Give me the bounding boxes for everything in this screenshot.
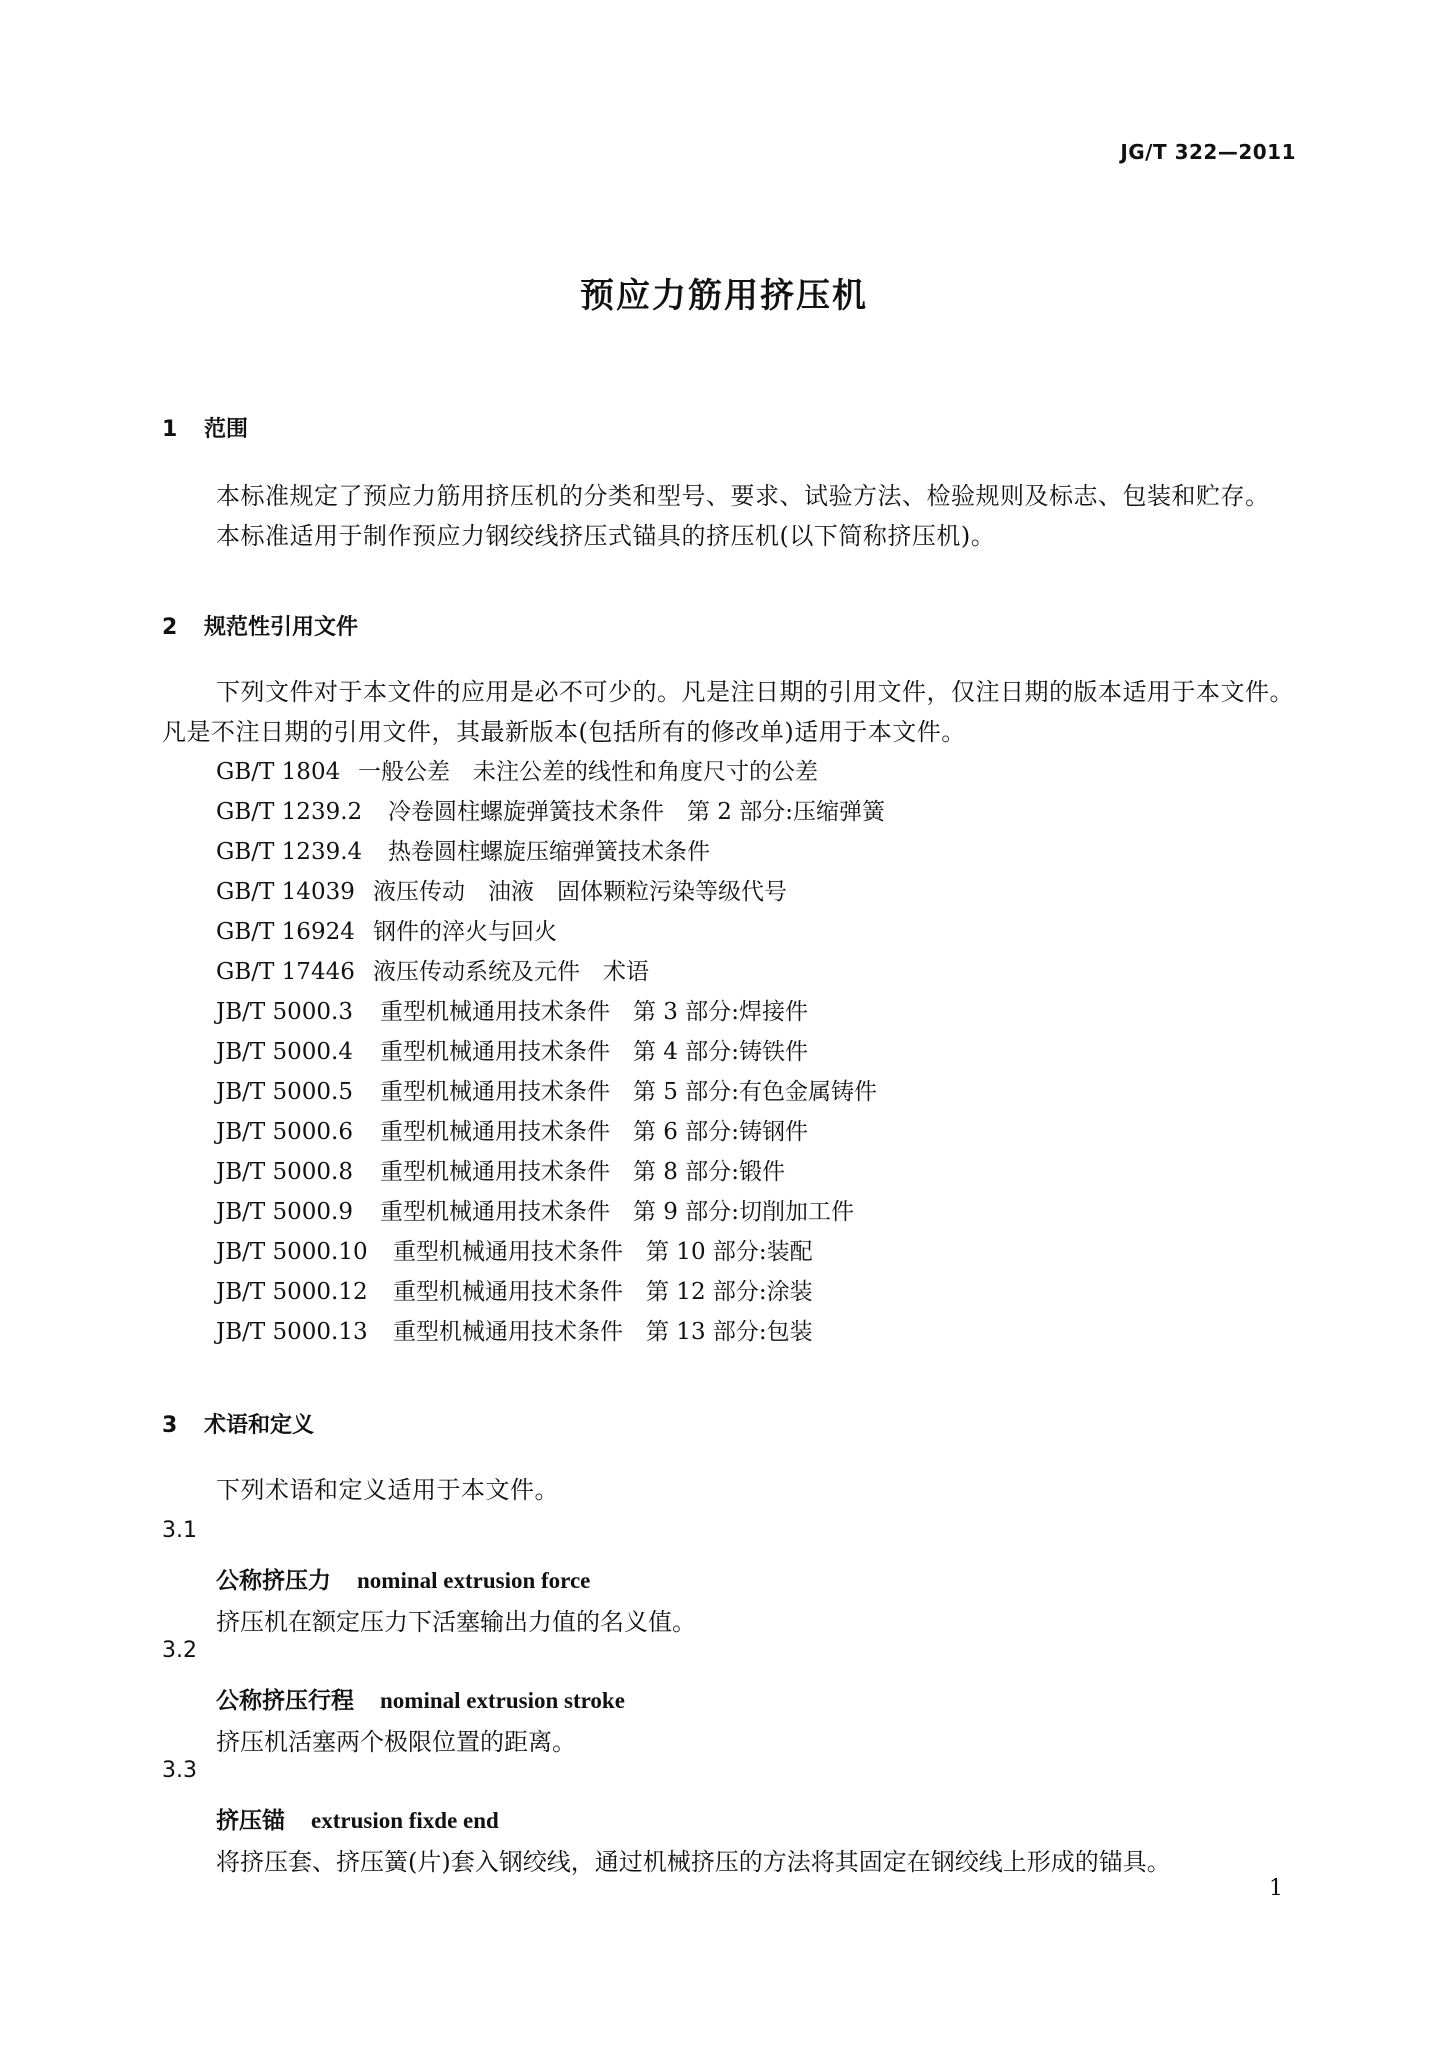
reference-code: JB/T 5000.4 xyxy=(216,1039,354,1065)
terms-intro: 下列术语和定义适用于本文件。 xyxy=(216,1476,559,1504)
term-number: 3.3 xyxy=(162,1758,197,1783)
term-definition: 将挤压套、挤压簧(片)套入钢绞线，通过机械挤压的方法将其固定在钢绞线上形成的锚具。 xyxy=(216,1848,1171,1876)
reference-item xyxy=(216,912,885,952)
term-definition: 挤压机活塞两个极限位置的距离。 xyxy=(216,1728,576,1756)
term-name xyxy=(216,1562,590,1595)
reference-list xyxy=(216,752,885,1352)
reference-item xyxy=(216,792,885,832)
reference-item xyxy=(216,1232,885,1272)
reference-item xyxy=(216,1312,885,1352)
reference-code: GB/T 17446 xyxy=(216,959,355,985)
term-name-en: nominal extrusion stroke xyxy=(380,1688,625,1713)
reference-code: GB/T 14039 xyxy=(216,879,355,905)
reference-code: JB/T 5000.12 xyxy=(216,1279,368,1305)
reference-code: JB/T 5000.10 xyxy=(216,1239,368,1265)
section-number: 2 xyxy=(162,615,178,640)
term-name xyxy=(216,1802,499,1835)
reference-item xyxy=(216,1112,885,1152)
page-number: 1 xyxy=(1269,1876,1283,1901)
reference-name: 钢件的淬火与回火 xyxy=(373,919,557,945)
reference-name: 冷卷圆柱螺旋弹簧技术条件 第 2 部分:压缩弹簧 xyxy=(388,799,886,825)
section-heading-scope xyxy=(162,412,248,443)
scope-paragraph-1: 本标准规定了预应力筋用挤压机的分类和型号、要求、试验方法、检验规则及标志、包装和贮存。 xyxy=(216,482,1270,510)
term-name-zh: 公称挤压行程 xyxy=(216,1687,354,1714)
section-number: 3 xyxy=(162,1413,178,1438)
reference-name: 热卷圆柱螺旋压缩弹簧技术条件 xyxy=(388,839,710,865)
scope-paragraph-2: 本标准适用于制作预应力钢绞线挤压式锚具的挤压机(以下简称挤压机)。 xyxy=(216,522,996,550)
reference-item xyxy=(216,992,885,1032)
term-definition: 挤压机在额定压力下活塞输出力值的名义值。 xyxy=(216,1608,696,1636)
section-title: 规范性引用文件 xyxy=(204,615,359,640)
section-number: 1 xyxy=(162,417,178,442)
reference-name: 液压传动系统及元件 术语 xyxy=(373,959,649,985)
term-number: 3.1 xyxy=(162,1518,197,1543)
reference-code: JB/T 5000.8 xyxy=(216,1159,354,1185)
standard-code: JG/T 322—2011 xyxy=(1120,140,1296,164)
reference-code: GB/T 16924 xyxy=(216,919,355,945)
reference-code: GB/T 1239.2 xyxy=(216,799,363,825)
reference-item xyxy=(216,952,885,992)
term-name xyxy=(216,1682,625,1715)
reference-code: JB/T 5000.5 xyxy=(216,1079,354,1105)
normative-intro: 下列文件对于本文件的应用是必不可少的。凡是注日期的引用文件，仅注日期的版本适用于本文件。凡是不注日期的引用文件，其最新版本(包括所有的修改单)适用于本文件。 xyxy=(162,678,1294,746)
reference-code: JB/T 5000.3 xyxy=(216,999,354,1025)
reference-item xyxy=(216,872,885,912)
reference-name: 重型机械通用技术条件 第 3 部分:焊接件 xyxy=(380,999,809,1025)
term-name-en: nominal extrusion force xyxy=(357,1568,591,1593)
reference-name: 重型机械通用技术条件 第 13 部分:包装 xyxy=(393,1319,813,1345)
reference-item xyxy=(216,1032,885,1072)
reference-name: 重型机械通用技术条件 第 6 部分:铸钢件 xyxy=(380,1119,809,1145)
reference-name: 重型机械通用技术条件 第 9 部分:切削加工件 xyxy=(380,1199,855,1225)
reference-name: 重型机械通用技术条件 第 12 部分:涂装 xyxy=(393,1279,813,1305)
section-title: 术语和定义 xyxy=(204,1413,315,1438)
reference-name: 重型机械通用技术条件 第 8 部分:锻件 xyxy=(380,1159,786,1185)
reference-code: JB/T 5000.6 xyxy=(216,1119,354,1145)
term-name-zh: 挤压锚 xyxy=(216,1807,285,1834)
reference-name: 重型机械通用技术条件 第 5 部分:有色金属铸件 xyxy=(380,1079,878,1105)
reference-code: GB/T 1239.4 xyxy=(216,839,363,865)
reference-name: 重型机械通用技术条件 第 4 部分:铸铁件 xyxy=(380,1039,809,1065)
reference-item xyxy=(216,752,885,792)
section-heading-terms xyxy=(162,1408,314,1439)
reference-code: JB/T 5000.13 xyxy=(216,1319,368,1345)
reference-name: 液压传动 油液 固体颗粒污染等级代号 xyxy=(373,879,787,905)
term-name-zh: 公称挤压力 xyxy=(216,1567,331,1594)
section-heading-normative xyxy=(162,610,358,641)
reference-code: GB/T 1804 xyxy=(216,759,341,785)
reference-name: 一般公差 未注公差的线性和角度尺寸的公差 xyxy=(358,759,818,785)
reference-item xyxy=(216,1192,885,1232)
section-title: 范围 xyxy=(204,417,249,442)
document-title: 预应力筋用挤压机 xyxy=(580,276,868,316)
reference-item xyxy=(216,1152,885,1192)
reference-code: JB/T 5000.9 xyxy=(216,1199,354,1225)
term-number: 3.2 xyxy=(162,1638,197,1663)
term-name-en: extrusion fixde end xyxy=(311,1808,499,1833)
reference-item xyxy=(216,832,885,872)
reference-name: 重型机械通用技术条件 第 10 部分:装配 xyxy=(393,1239,813,1265)
reference-item xyxy=(216,1072,885,1112)
reference-item xyxy=(216,1272,885,1312)
